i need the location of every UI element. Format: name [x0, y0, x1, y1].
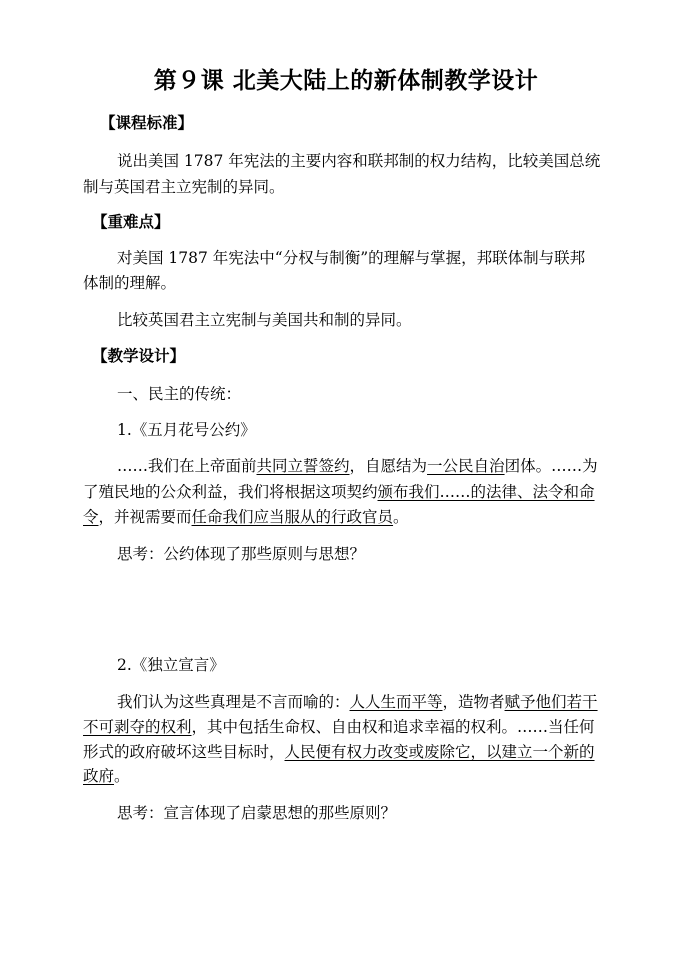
underlined-text: 人民便有权力改变或废除它，以建立一个新的	[284, 743, 595, 761]
text-span: ，其中包括生命权、自由权和追求幸福的权利。……当任何	[191, 718, 595, 736]
text-span: ，自愿结为	[349, 457, 428, 475]
text-span: 。	[114, 767, 130, 785]
text-span: 团体。……为	[504, 457, 598, 475]
mayflower-line1	[117, 454, 617, 476]
item-2-title: 2.《独立宣言》	[117, 656, 225, 674]
underlined-text: 任命我们应当服从的行政官员	[191, 508, 394, 526]
think-question-2: 思考：宣言体现了启蒙思想的那些原则？	[117, 804, 397, 822]
key-points-heading: 【重难点】	[92, 212, 170, 231]
text-span: ……我们在上帝面前	[117, 457, 257, 475]
standard-paragraph-line1: 说出美国 1787 年宪法的主要内容和联邦制的权力结构，比较美国总统	[117, 152, 601, 170]
page-title: 第９课 北美大陆上的新体制教学设计	[153, 67, 539, 94]
text-span: ，造物者	[442, 693, 505, 711]
underlined-text: 不可剥夺的权利	[83, 718, 192, 736]
declaration-line4	[83, 764, 623, 786]
subsection-1: 一、民主的传统：	[117, 385, 242, 403]
key-points-line1: 对美国 1787 年宪法中“分权与制衡”的理解与掌握，邦联体制与联邦	[117, 249, 586, 267]
mayflower-line2	[83, 480, 623, 502]
declaration-line2	[83, 715, 623, 737]
underlined-text: 政府	[83, 767, 115, 785]
declaration-line1	[117, 690, 617, 712]
think-question-1: 思考：公约体现了那些原则与思想？	[117, 545, 366, 563]
underlined-text: 颁布我们……的法律、法令和命	[377, 483, 595, 501]
underlined-text: 人人生而平等	[349, 693, 443, 711]
standard-paragraph-line2: 制与英国君主立宪制的异同。	[83, 178, 285, 196]
text-span: 了殖民地的公众利益，我们将根据这项契约	[83, 483, 378, 501]
key-points-line2: 体制的理解。	[83, 274, 177, 292]
underlined-text: 令	[83, 508, 99, 526]
underlined-text: 一公民自治	[427, 457, 505, 475]
item-1-title: 1.《五月花号公约》	[117, 421, 256, 439]
standard-heading: 【课程标准】	[100, 113, 194, 132]
declaration-line3	[83, 740, 623, 762]
underlined-text: 共同立誓签约	[256, 457, 350, 475]
text-span: 我们认为这些真理是不言而喻的：	[117, 693, 350, 711]
text-span: 形式的政府破坏这些目标时，	[83, 743, 285, 761]
design-heading: 【教学设计】	[92, 346, 186, 365]
text-span: 。	[393, 508, 409, 526]
key-points-line3: 比较英国君主立宪制与美国共和制的异同。	[117, 311, 412, 329]
underlined-text: 赋予他们若干	[504, 693, 598, 711]
mayflower-line3	[83, 505, 623, 527]
text-span: ，并视需要而	[98, 508, 192, 526]
